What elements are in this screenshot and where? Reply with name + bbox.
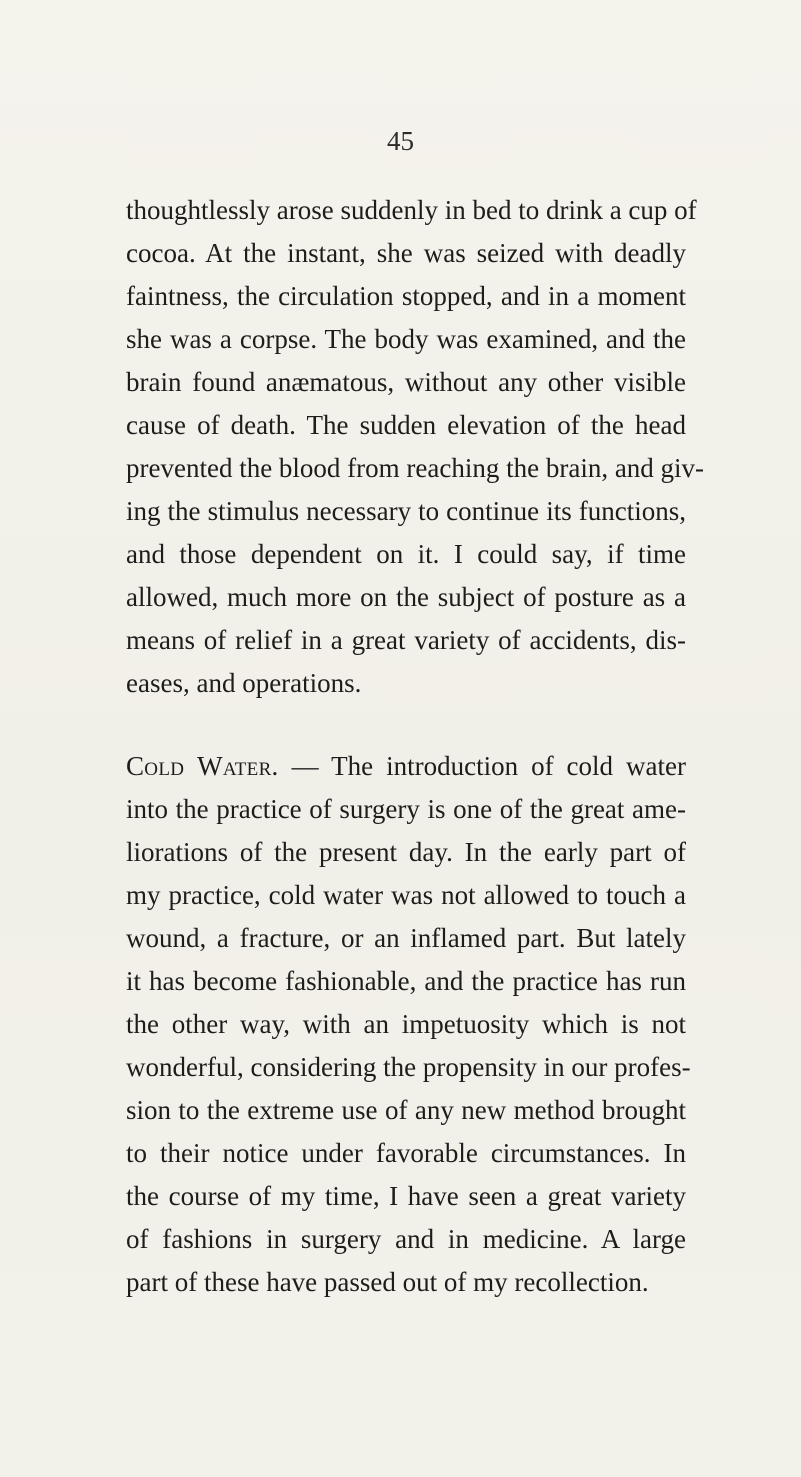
- paragraph-2-line-11: the course of my time, I have seen a great variety: [126, 1181, 686, 1211]
- paragraph-1-line-6: cause of death. The sudden elevation of the head: [126, 410, 686, 440]
- paragraph-2-line-9: sion to the extreme use of any new method brought: [126, 1095, 686, 1125]
- paragraph-1-line-12: eases, and operations.: [126, 668, 362, 698]
- paragraph-1-line-1: thoughtlessly arose suddenly in bed to drink a cup of: [126, 195, 697, 225]
- paragraph-1-line-7: prevented the blood from reaching the brain, and giv-: [126, 453, 705, 483]
- paragraph-1-line-11: means of relief in a great variety of accidents, dis-: [126, 625, 686, 655]
- paragraph-2-line-1-text: — The introduction of cold water: [278, 751, 687, 781]
- paragraph-1-line-10: allowed, much more on the subject of posture as a: [126, 582, 686, 612]
- page-number: 45: [387, 126, 414, 156]
- paragraph-2-line-5: wound, a fracture, or an inflamed part. But lately: [126, 923, 686, 953]
- paragraph-2-line-7: the other way, with an impetuosity which is not: [126, 1009, 686, 1039]
- paragraph-2-line-12: of fashions in surgery and in medicine. A large: [126, 1224, 686, 1254]
- paragraph-2-line-3: liorations of the present day. In the early part of: [126, 837, 686, 867]
- paragraph-1-line-9: and those dependent on it. I could say, if time: [126, 539, 686, 569]
- paragraph-2-line-1: [126, 746, 686, 786]
- section-heading: Cold Water.: [126, 751, 279, 781]
- paragraph-2-line-13: part of these have passed out of my recollection.: [126, 1267, 649, 1297]
- paragraph-1-line-3: faintness, the circulation stopped, and in a moment: [126, 281, 686, 311]
- paragraph-2-line-8: wonderful, considering the propensity in our profes-: [126, 1052, 691, 1082]
- paragraph-1-line-2: cocoa. At the instant, she was seized with deadly: [126, 238, 686, 268]
- paragraph-2-line-4: my practice, cold water was not allowed to touch a: [126, 880, 686, 910]
- paragraph-2-line-2: into the practice of surgery is one of the great ame-: [126, 794, 686, 824]
- paragraph-2-line-6: it has become fashionable, and the practice has run: [126, 966, 686, 996]
- paragraph-1-line-4: she was a corpse. The body was examined, and the: [126, 324, 686, 354]
- paragraph-1-line-8: ing the stimulus necessary to continue its functions,: [126, 496, 686, 526]
- paragraph-2-line-10: to their notice under favorable circumstances. In: [126, 1138, 686, 1168]
- paragraph-1-line-5: brain found anæmatous, without any other visible: [126, 367, 686, 397]
